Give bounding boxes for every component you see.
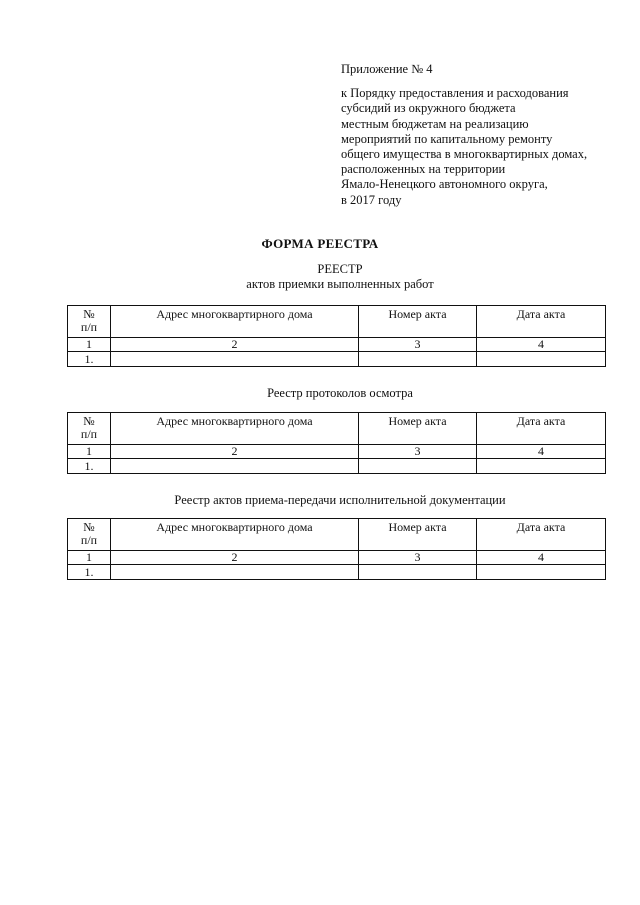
appendix-line: Ямало-Ненецкого автономного округа, (341, 177, 548, 192)
appendix-line: общего имущества в многоквартирных домах, (341, 147, 588, 162)
column-number-row (68, 445, 606, 459)
column-number: 1 (68, 338, 111, 352)
column-number: 3 (359, 338, 477, 352)
cell-empty (359, 459, 477, 474)
header-num (68, 306, 111, 338)
column-number: 1 (68, 445, 111, 459)
header-num-line2: п/п (80, 427, 98, 441)
header-num-line1: № (83, 307, 95, 321)
column-number: 2 (111, 338, 359, 352)
appendix-line: в 2017 году (341, 192, 402, 207)
cell-empty (111, 459, 359, 474)
header-num-line1: № (83, 414, 95, 428)
row-label: 1. (68, 459, 111, 474)
row-label: 1. (68, 352, 111, 367)
cell-empty (111, 352, 359, 367)
table-row (68, 459, 606, 474)
appendix-line: субсидий из окружного бюджета (341, 101, 516, 116)
appendix-line: расположенных на территории (341, 162, 506, 177)
column-number: 2 (111, 551, 359, 565)
column-number: 4 (477, 551, 606, 565)
section-1-title-line2: актов приемки выполненных работ (246, 277, 434, 291)
header-num-line2: п/п (80, 533, 98, 547)
cell-empty (477, 352, 606, 367)
column-number: 1 (68, 551, 111, 565)
cell-empty (477, 459, 606, 474)
appendix-line: местным бюджетам на реализацию (341, 116, 529, 131)
registry-table-1 (67, 305, 606, 367)
section-2-title: Реестр протоколов осмотра (267, 386, 413, 400)
form-title: ФОРМА РЕЕСТРА (261, 236, 379, 251)
column-number: 4 (477, 338, 606, 352)
appendix-line: к Порядку предоставления и расходования (341, 86, 569, 101)
column-number: 3 (359, 445, 477, 459)
cell-empty (111, 565, 359, 580)
table-header-row (68, 519, 606, 551)
header-address: Адрес многоквартирного дома (111, 413, 359, 445)
header-num (68, 413, 111, 445)
header-num-line2: п/п (80, 320, 98, 334)
header-act-number: Номер акта (359, 519, 477, 551)
header-address: Адрес многоквартирного дома (111, 519, 359, 551)
registry-table-2 (67, 412, 606, 474)
header-address: Адрес многоквартирного дома (111, 306, 359, 338)
column-number-row (68, 551, 606, 565)
header-act-date: Дата акта (477, 306, 606, 338)
section-1-title (0, 262, 640, 292)
header-act-date: Дата акта (477, 519, 606, 551)
column-number-row (68, 338, 606, 352)
registry-table-3 (67, 518, 606, 580)
appendix-line: мероприятий по капитальному ремонту (341, 131, 553, 146)
appendix-block (341, 62, 611, 208)
cell-empty (359, 352, 477, 367)
cell-empty (477, 565, 606, 580)
table-row (68, 352, 606, 367)
column-number: 3 (359, 551, 477, 565)
section-3-title: Реестр актов приема-передачи исполнительной документации (174, 493, 506, 507)
header-act-date: Дата акта (477, 413, 606, 445)
table-row (68, 565, 606, 580)
appendix-number: Приложение № 4 (341, 62, 433, 76)
header-num (68, 519, 111, 551)
table-header-row (68, 413, 606, 445)
header-num-line1: № (83, 520, 95, 534)
section-1-title-line1: РЕЕСТР (317, 262, 363, 276)
header-act-number: Номер акта (359, 306, 477, 338)
column-number: 2 (111, 445, 359, 459)
cell-empty (359, 565, 477, 580)
table-header-row (68, 306, 606, 338)
column-number: 4 (477, 445, 606, 459)
row-label: 1. (68, 565, 111, 580)
header-act-number: Номер акта (359, 413, 477, 445)
